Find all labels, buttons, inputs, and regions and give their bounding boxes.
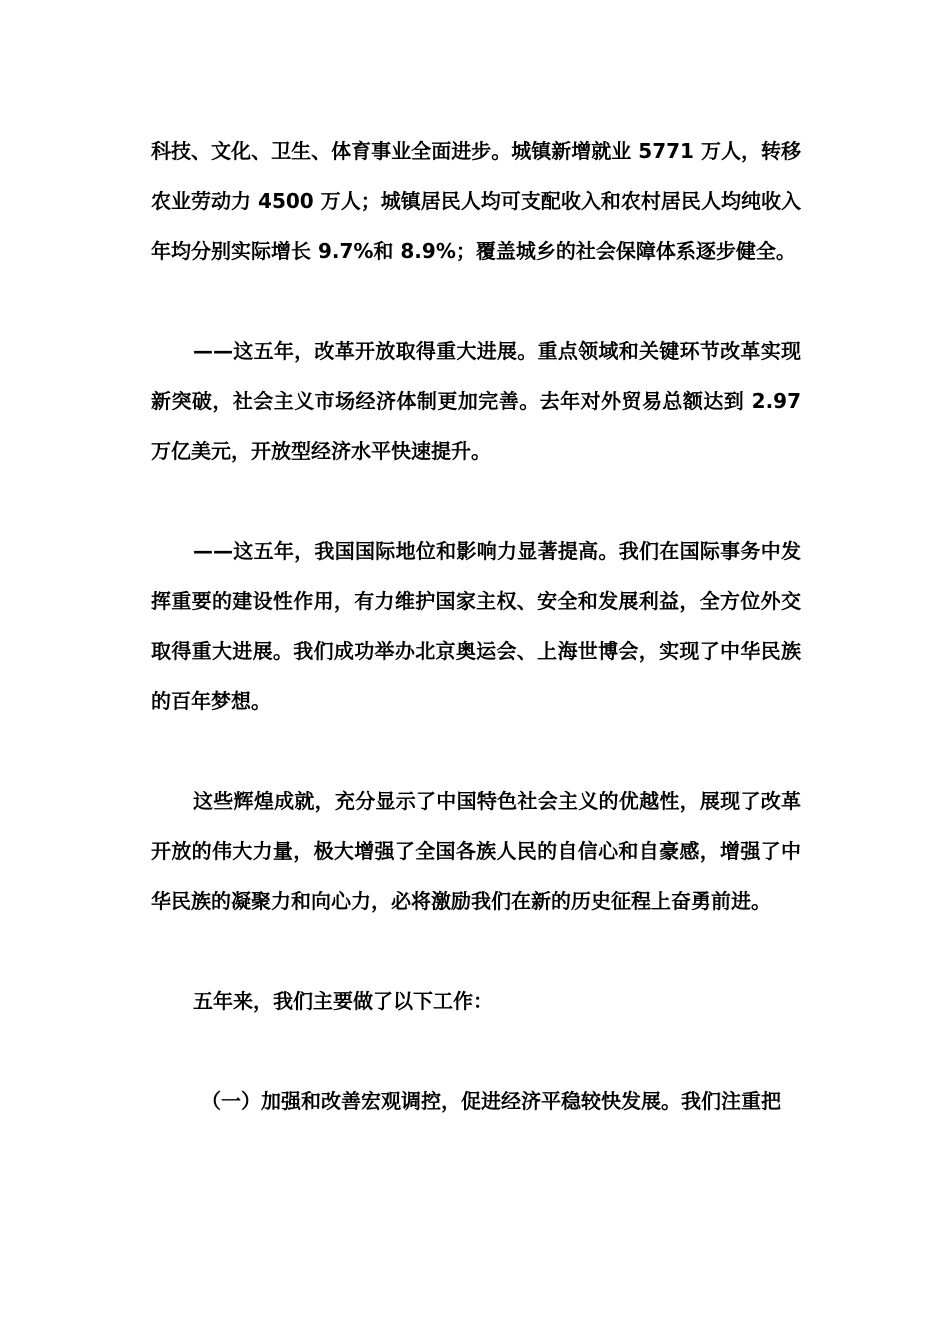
paragraph-achievements-summary: 这些辉煌成就，充分显示了中国特色社会主义的优越性，展现了改革开放的伟大力量，极大增强了全国各族人民的自信心和自豪感，增强了中华民族的凝聚力和向心力，必将激励我们在新的历史征程上奋勇前进。 <box>151 789 801 913</box>
paragraph-gap <box>151 1026 801 1076</box>
paragraph-gap <box>151 476 801 526</box>
paragraph-section-one: （一）加强和改善宏观调控，促进经济平稳较快发展。我们注重把 <box>201 1089 781 1113</box>
paragraph-gap <box>151 276 801 326</box>
paragraph-work-intro: 五年来，我们主要做了以下工作： <box>193 989 493 1013</box>
document-body <box>151 126 801 1126</box>
paragraph-achievements-continued: 科技、文化、卫生、体育事业全面进步。城镇新增就业 5771 万人，转移农业劳动力 4500 万人；城镇居民人均可支配收入和农村居民人均纯收入年均分别实际增长 9.7%和 8.9%；覆盖城乡的社会保障体系逐步健全。 <box>151 139 801 263</box>
paragraph-gap <box>151 726 801 776</box>
paragraph-gap <box>151 926 801 976</box>
paragraph-international-status: ——这五年，我国国际地位和影响力显著提高。我们在国际事务中发挥重要的建设性作用，有力维护国家主权、安全和发展利益，全方位外交取得重大进展。我们成功举办北京奥运会、上海世博会，实现了中华民族的百年梦想。 <box>151 539 801 713</box>
paragraph-reform-opening: ——这五年，改革开放取得重大进展。重点领域和关键环节改革实现新突破，社会主义市场经济体制更加完善。去年对外贸易总额达到 2.97 万亿美元，开放型经济水平快速提升。 <box>151 339 801 463</box>
